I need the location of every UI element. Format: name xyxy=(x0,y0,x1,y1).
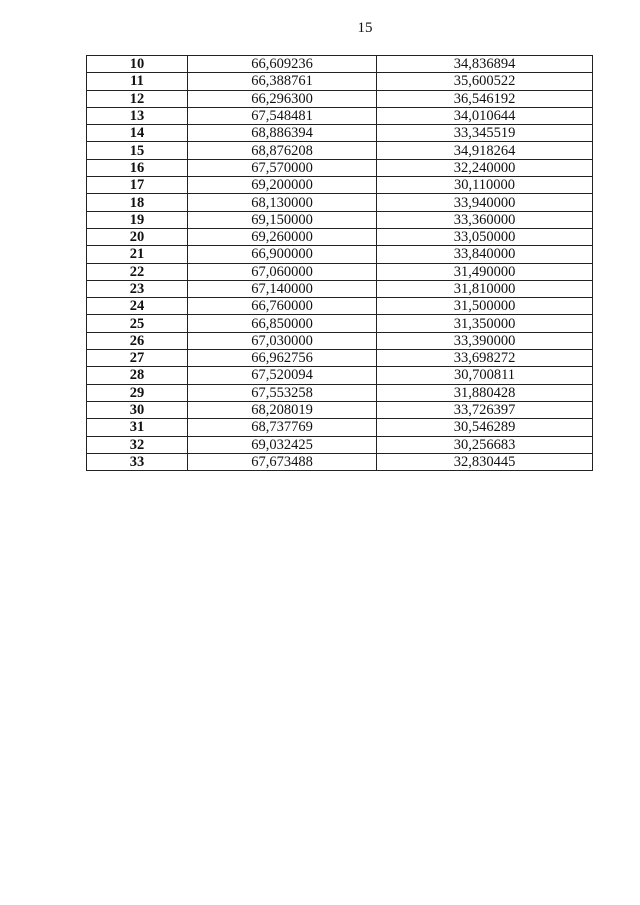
latitude-cell: 68,876208 xyxy=(188,142,377,159)
longitude-cell: 31,880428 xyxy=(377,384,593,401)
longitude-cell: 33,050000 xyxy=(377,228,593,245)
point-number-cell: 11 xyxy=(87,73,188,90)
point-number-cell: 19 xyxy=(87,211,188,228)
table-row xyxy=(87,211,593,228)
table-row xyxy=(87,228,593,245)
point-number-cell: 30 xyxy=(87,401,188,418)
latitude-cell: 69,200000 xyxy=(188,177,377,194)
longitude-cell: 32,830445 xyxy=(377,453,593,470)
point-number-cell: 24 xyxy=(87,298,188,315)
longitude-cell: 33,940000 xyxy=(377,194,593,211)
latitude-cell: 68,737769 xyxy=(188,419,377,436)
longitude-cell: 33,726397 xyxy=(377,401,593,418)
latitude-cell: 67,030000 xyxy=(188,332,377,349)
longitude-cell: 31,350000 xyxy=(377,315,593,332)
point-number-cell: 23 xyxy=(87,280,188,297)
table-row xyxy=(87,350,593,367)
longitude-cell: 30,700811 xyxy=(377,367,593,384)
point-number-cell: 26 xyxy=(87,332,188,349)
table-row xyxy=(87,246,593,263)
table-row xyxy=(87,107,593,124)
latitude-cell: 67,673488 xyxy=(188,453,377,470)
point-number-cell: 18 xyxy=(87,194,188,211)
table-row xyxy=(87,384,593,401)
point-number-cell: 31 xyxy=(87,419,188,436)
longitude-cell: 33,345519 xyxy=(377,125,593,142)
table-row xyxy=(87,280,593,297)
table-row xyxy=(87,298,593,315)
longitude-cell: 34,918264 xyxy=(377,142,593,159)
latitude-cell: 69,260000 xyxy=(188,228,377,245)
longitude-cell: 33,698272 xyxy=(377,350,593,367)
longitude-cell: 34,836894 xyxy=(377,56,593,73)
table-row xyxy=(87,419,593,436)
point-number-cell: 27 xyxy=(87,350,188,367)
point-number-cell: 28 xyxy=(87,367,188,384)
latitude-cell: 66,850000 xyxy=(188,315,377,332)
table-row xyxy=(87,367,593,384)
point-number-cell: 17 xyxy=(87,177,188,194)
point-number-cell: 33 xyxy=(87,453,188,470)
table-row xyxy=(87,436,593,453)
table-row xyxy=(87,177,593,194)
longitude-cell: 32,240000 xyxy=(377,159,593,176)
longitude-cell: 31,490000 xyxy=(377,263,593,280)
latitude-cell: 67,548481 xyxy=(188,107,377,124)
point-number-cell: 16 xyxy=(87,159,188,176)
longitude-cell: 30,256683 xyxy=(377,436,593,453)
longitude-cell: 33,390000 xyxy=(377,332,593,349)
latitude-cell: 67,520094 xyxy=(188,367,377,384)
latitude-cell: 66,900000 xyxy=(188,246,377,263)
table-row xyxy=(87,453,593,470)
table-row xyxy=(87,401,593,418)
latitude-cell: 67,570000 xyxy=(188,159,377,176)
table-row xyxy=(87,73,593,90)
latitude-cell: 66,609236 xyxy=(188,56,377,73)
page-number: 15 xyxy=(357,20,373,36)
latitude-cell: 67,140000 xyxy=(188,280,377,297)
latitude-cell: 66,296300 xyxy=(188,90,377,107)
longitude-cell: 34,010644 xyxy=(377,107,593,124)
point-number-cell: 20 xyxy=(87,228,188,245)
latitude-cell: 66,760000 xyxy=(188,298,377,315)
latitude-cell: 68,886394 xyxy=(188,125,377,142)
table-row xyxy=(87,90,593,107)
latitude-cell: 66,388761 xyxy=(188,73,377,90)
point-number-cell: 13 xyxy=(87,107,188,124)
coordinates-table xyxy=(86,55,593,471)
latitude-cell: 68,130000 xyxy=(188,194,377,211)
point-number-cell: 29 xyxy=(87,384,188,401)
coordinates-table-body xyxy=(87,56,593,471)
point-number-cell: 32 xyxy=(87,436,188,453)
table-row xyxy=(87,159,593,176)
point-number-cell: 15 xyxy=(87,142,188,159)
point-number-cell: 21 xyxy=(87,246,188,263)
longitude-cell: 33,840000 xyxy=(377,246,593,263)
table-row xyxy=(87,125,593,142)
longitude-cell: 31,500000 xyxy=(377,298,593,315)
latitude-cell: 69,150000 xyxy=(188,211,377,228)
point-number-cell: 22 xyxy=(87,263,188,280)
longitude-cell: 31,810000 xyxy=(377,280,593,297)
latitude-cell: 66,962756 xyxy=(188,350,377,367)
point-number-cell: 10 xyxy=(87,56,188,73)
table-row xyxy=(87,194,593,211)
longitude-cell: 36,546192 xyxy=(377,90,593,107)
latitude-cell: 67,553258 xyxy=(188,384,377,401)
point-number-cell: 14 xyxy=(87,125,188,142)
longitude-cell: 35,600522 xyxy=(377,73,593,90)
table-row xyxy=(87,263,593,280)
latitude-cell: 69,032425 xyxy=(188,436,377,453)
table-row xyxy=(87,56,593,73)
point-number-cell: 25 xyxy=(87,315,188,332)
longitude-cell: 30,110000 xyxy=(377,177,593,194)
latitude-cell: 67,060000 xyxy=(188,263,377,280)
table-row xyxy=(87,315,593,332)
table-row xyxy=(87,142,593,159)
point-number-cell: 12 xyxy=(87,90,188,107)
latitude-cell: 68,208019 xyxy=(188,401,377,418)
longitude-cell: 30,546289 xyxy=(377,419,593,436)
longitude-cell: 33,360000 xyxy=(377,211,593,228)
table-row xyxy=(87,332,593,349)
